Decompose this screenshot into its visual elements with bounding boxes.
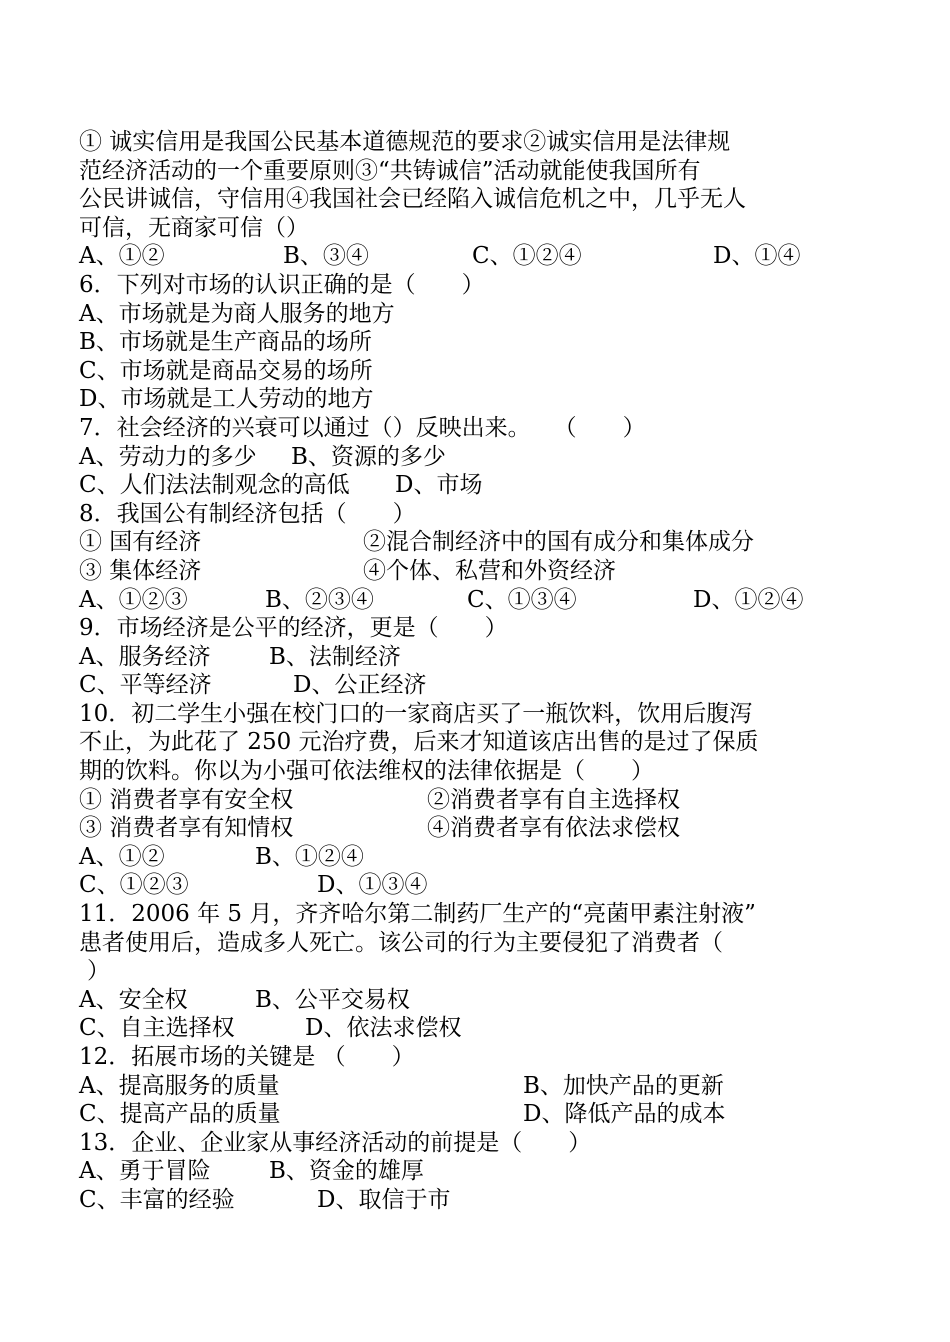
question-13-options-row-2 xyxy=(79,1186,819,1215)
document-page xyxy=(79,128,819,1215)
question-8-items-row-2 xyxy=(79,557,819,586)
question-5-options xyxy=(79,242,819,271)
question-10-items-row-2 xyxy=(79,814,819,843)
question-12-options-row-2 xyxy=(79,1100,819,1129)
option-c: C、自主选择权 xyxy=(79,1015,235,1042)
option-d: D、①③④ xyxy=(317,872,428,899)
option-c: C、①③④ xyxy=(467,586,577,613)
question-6-stem: 6．下列对市场的认识正确的是（ ） xyxy=(79,271,485,298)
option-d: D、取信于市 xyxy=(317,1186,451,1213)
question-8 xyxy=(79,500,819,614)
question-5-stem-line: 公民讲诚信，守信用④我国社会已经陷入诚信危机之中，几乎无人 xyxy=(79,186,746,213)
option-a: A、①② xyxy=(79,243,165,270)
question-9-stem: 9．市场经济是公平的经济，更是（ ） xyxy=(79,615,508,642)
question-7-options-row-2 xyxy=(79,471,819,500)
item-2: ②消费者享有自主选择权 xyxy=(427,786,680,813)
option-c: C、平等经济 xyxy=(79,672,212,699)
question-8-options xyxy=(79,586,819,615)
question-13 xyxy=(79,1129,819,1215)
question-8-items-row-1 xyxy=(79,528,819,557)
question-11-options-row-2 xyxy=(79,1014,819,1043)
question-7-stem: 7．社会经济的兴衰可以通过（）反映出来。 （ ） xyxy=(79,414,646,441)
item-4: ④消费者享有依法求偿权 xyxy=(427,815,680,842)
question-10 xyxy=(79,700,819,900)
question-10-options-row-1 xyxy=(79,843,819,872)
option-d: D、①④ xyxy=(713,243,801,270)
option-c: C、人们法法制观念的高低 xyxy=(79,472,350,499)
option-d: D、降低产品的成本 xyxy=(523,1101,726,1128)
question-7 xyxy=(79,414,819,500)
question-11 xyxy=(79,900,819,1043)
option-a: A、市场就是为商人服务的地方 xyxy=(79,300,395,327)
question-11-stem-line: 患者使用后，造成多人死亡。该公司的行为主要侵犯了消费者（ xyxy=(79,929,723,956)
option-d: D、市场 xyxy=(395,472,483,499)
question-5 xyxy=(79,128,819,271)
option-b: B、公平交易权 xyxy=(255,986,410,1013)
question-10-stem-line: 不止，为此花了 250 元治疗费，后来才知道该店出售的是过了保质 xyxy=(79,729,759,756)
option-b: B、③④ xyxy=(283,243,369,270)
question-12-stem: 12．拓展市场的关键是 （ ） xyxy=(79,1044,415,1070)
option-b: B、法制经济 xyxy=(269,643,401,670)
option-d: D、公正经济 xyxy=(293,672,427,699)
option-c: C、市场就是商品交易的场所 xyxy=(79,357,373,384)
option-a: A、①②③ xyxy=(79,586,188,613)
item-3: ③ 集体经济 xyxy=(79,557,202,584)
question-5-stem-line: 范经济活动的一个重要原则③“共铸诚信”活动就能使我国所有 xyxy=(79,157,701,184)
option-c: C、丰富的经验 xyxy=(79,1186,235,1213)
option-b: B、市场就是生产商品的场所 xyxy=(79,329,372,356)
option-a: A、安全权 xyxy=(79,986,188,1013)
item-2: ②混合制经济中的国有成分和集体成分 xyxy=(363,529,754,556)
question-7-options-row-1 xyxy=(79,443,819,472)
option-c: C、①②③ xyxy=(79,872,189,899)
option-c: C、提高产品的质量 xyxy=(79,1101,281,1128)
item-4: ④个体、私营和外资经济 xyxy=(363,557,616,584)
question-11-options-row-1 xyxy=(79,986,819,1015)
question-11-stem-line: 11．2006 年 5 月，齐齐哈尔第二制药厂生产的“亮菌甲素注射液” xyxy=(79,901,756,928)
item-1: ① 国有经济 xyxy=(79,529,202,556)
option-b: B、资源的多少 xyxy=(291,443,446,470)
option-a: A、勇于冒险 xyxy=(79,1158,211,1185)
question-10-items-row-1 xyxy=(79,786,819,815)
question-12 xyxy=(79,1043,819,1129)
question-13-options-row-1 xyxy=(79,1157,819,1186)
question-9 xyxy=(79,614,819,700)
question-8-stem: 8．我国公有制经济包括（ ） xyxy=(79,500,416,527)
option-b: B、资金的雄厚 xyxy=(269,1158,424,1185)
option-a: A、①② xyxy=(79,843,165,870)
option-a: A、劳动力的多少 xyxy=(79,443,257,470)
question-10-stem-line: 10．初二学生小强在校门口的一家商店买了一瓶饮料，饮用后腹泻 xyxy=(79,700,753,727)
question-5-stem-line: ① 诚实信用是我国公民基本道德规范的要求②诚实信用是法律规 xyxy=(79,129,731,155)
question-9-options-row-1 xyxy=(79,643,819,672)
option-c: C、①②④ xyxy=(472,243,582,270)
question-11-stem-line: ） xyxy=(87,958,110,985)
option-a: A、提高服务的质量 xyxy=(79,1072,280,1099)
item-1: ① 消费者享有安全权 xyxy=(79,786,294,813)
question-10-stem-line: 期的饮料。你以为小强可依法维权的法律依据是（ ） xyxy=(79,758,654,785)
option-b: B、①②④ xyxy=(255,843,364,870)
option-d: D、①②④ xyxy=(693,586,804,613)
question-12-options-row-1 xyxy=(79,1072,819,1101)
option-d: D、市场就是工人劳动的地方 xyxy=(79,386,374,413)
option-b: B、加快产品的更新 xyxy=(523,1072,724,1099)
option-d: D、依法求偿权 xyxy=(305,1015,462,1042)
option-a: A、服务经济 xyxy=(79,643,211,670)
question-5-stem-line: 可信，无商家可信（） xyxy=(79,214,309,241)
item-3: ③ 消费者享有知情权 xyxy=(79,815,294,842)
option-b: B、②③④ xyxy=(265,586,374,613)
question-9-options-row-2 xyxy=(79,671,819,700)
question-10-options-row-2 xyxy=(79,871,819,900)
question-6 xyxy=(79,271,819,414)
question-13-stem: 13．企业、企业家从事经济活动的前提是（ ） xyxy=(79,1129,592,1156)
